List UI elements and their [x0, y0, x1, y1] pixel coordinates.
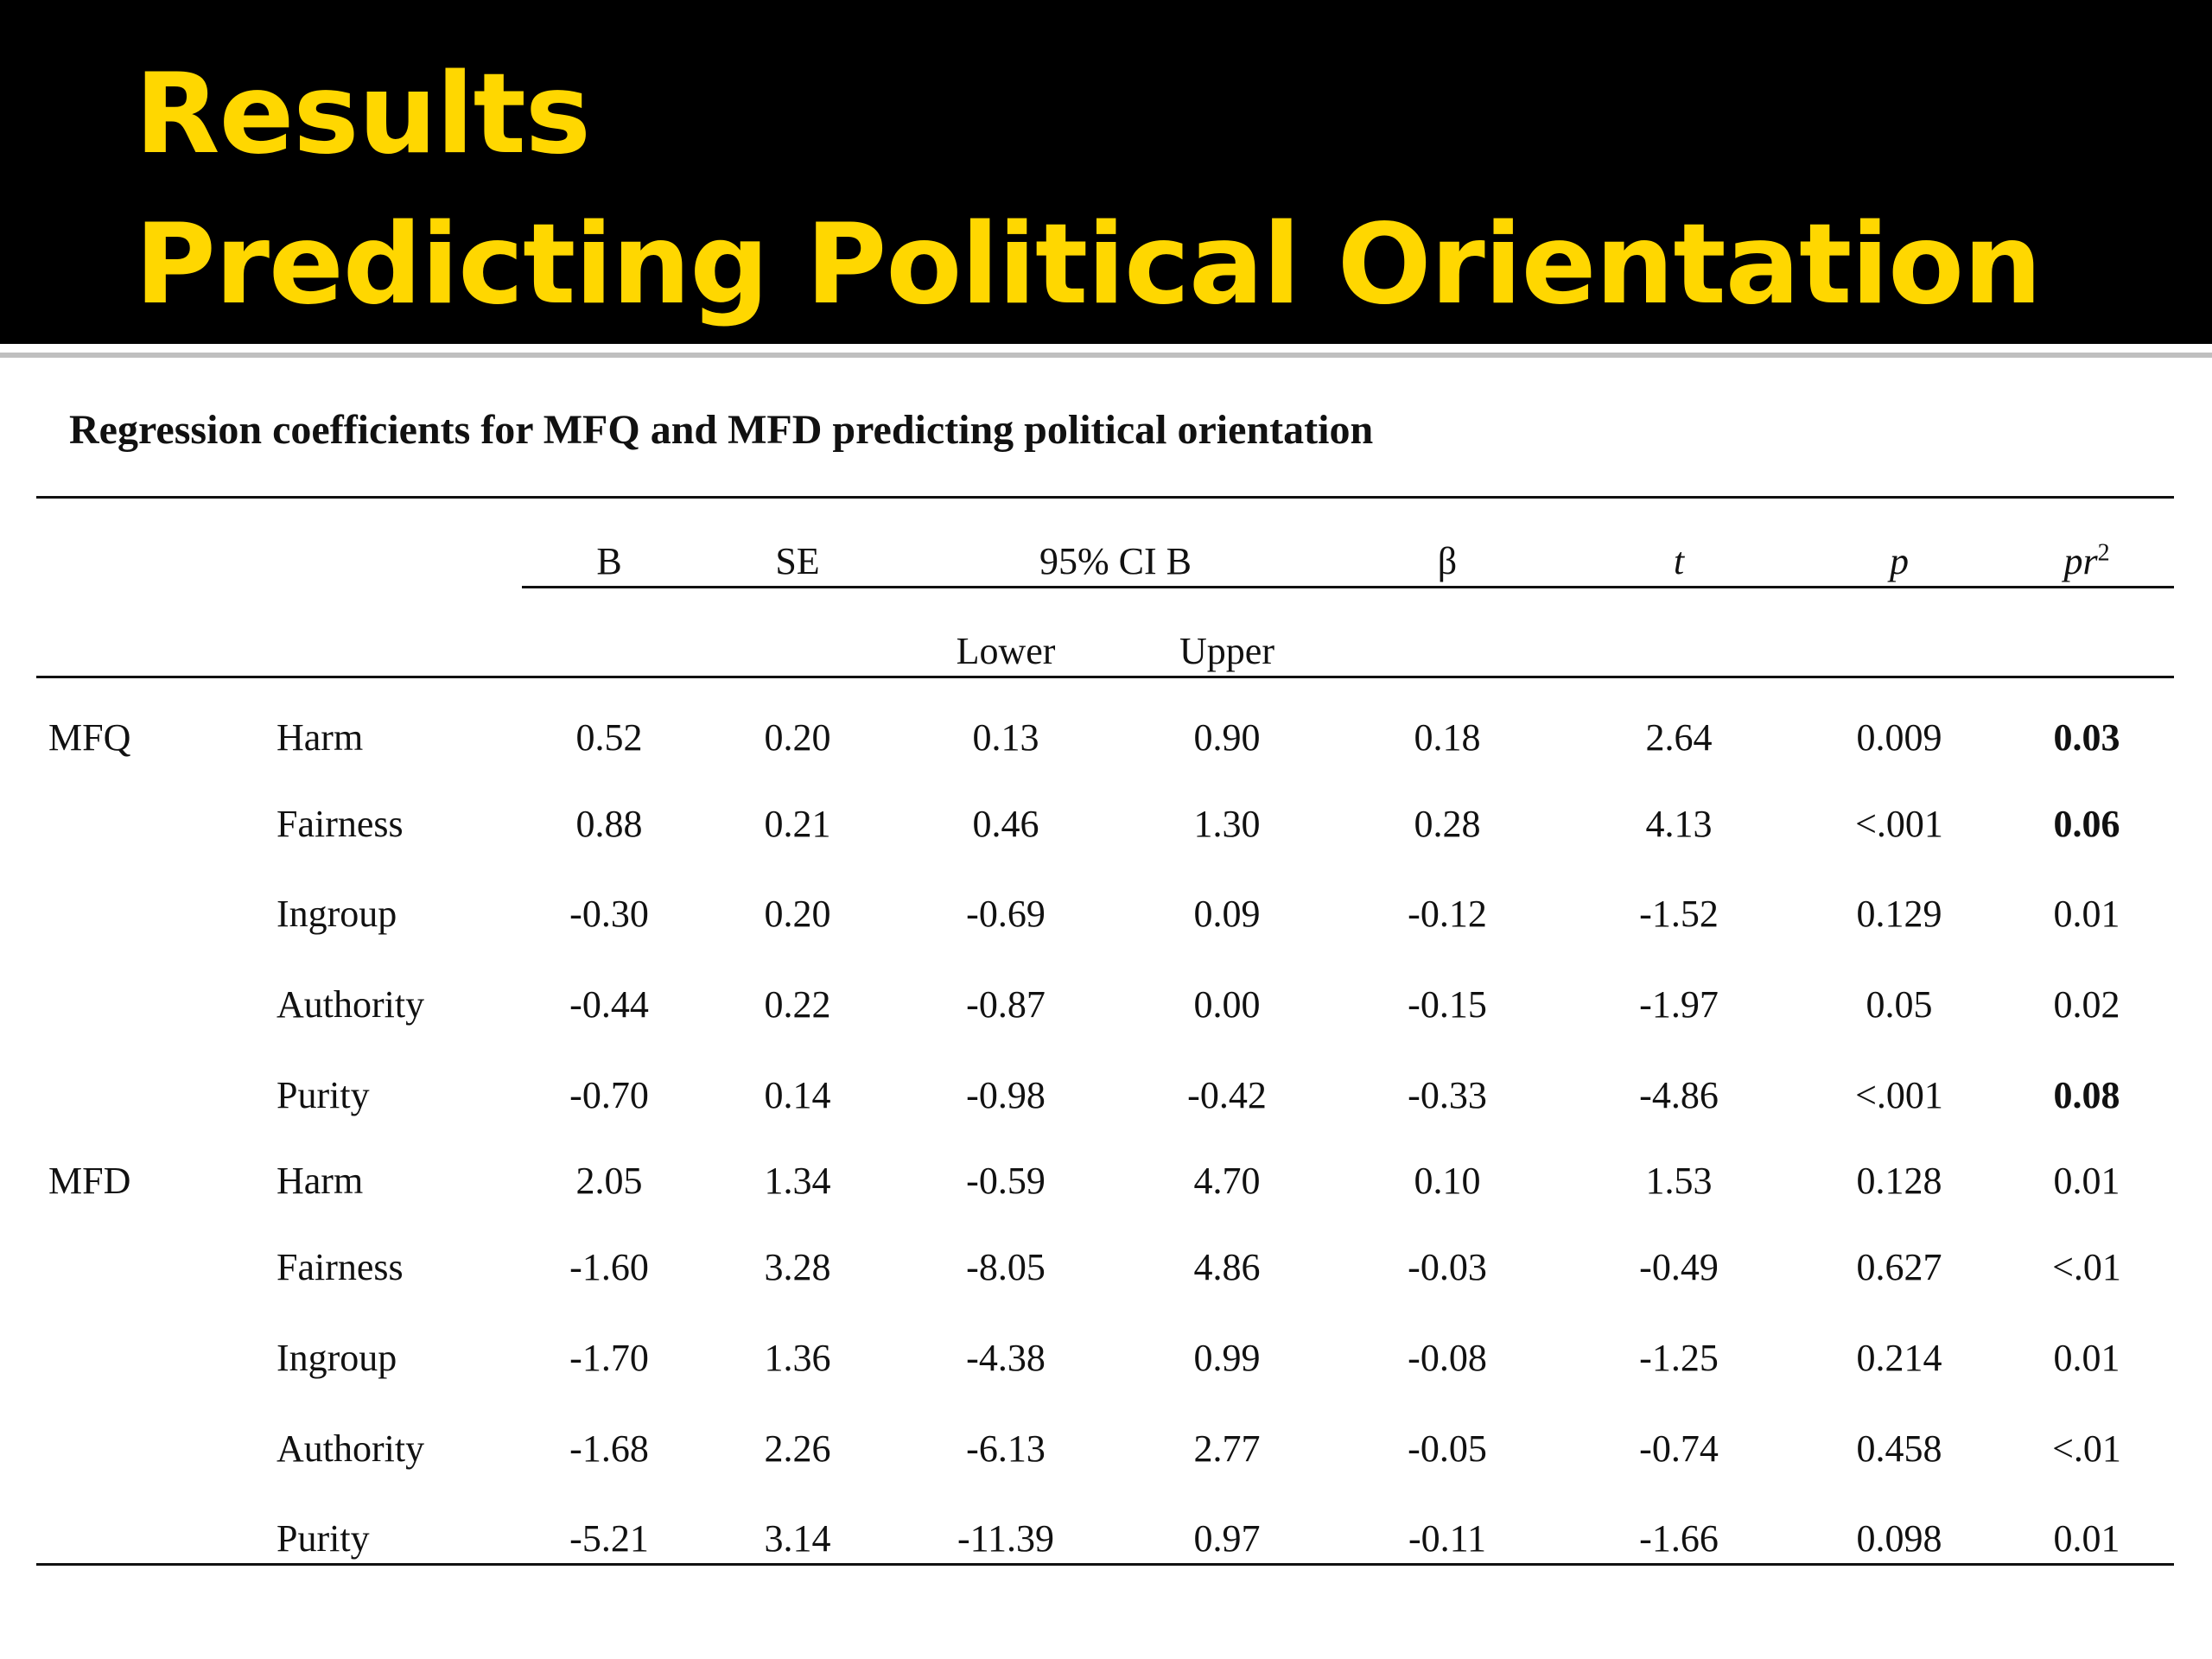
- subheader-rule: [36, 676, 2174, 678]
- cell-se: 0.21: [764, 803, 831, 845]
- cell-lower: -0.59: [966, 1160, 1046, 1202]
- cell-upper: 0.09: [1193, 893, 1261, 935]
- cell-pr2: <.01: [2052, 1246, 2121, 1288]
- cell-b: -1.68: [569, 1427, 649, 1470]
- cell-b: 0.88: [575, 803, 643, 845]
- cell-lower: -6.13: [966, 1427, 1046, 1470]
- cell-b: -1.70: [569, 1337, 649, 1379]
- column-header-rule: [522, 586, 2174, 588]
- cell-upper: 4.70: [1193, 1160, 1261, 1202]
- cell-pr2: 0.02: [2053, 983, 2120, 1026]
- cell-beta: -0.08: [1408, 1337, 1487, 1379]
- row-label: Ingroup: [276, 893, 397, 935]
- row-label: Authority: [276, 983, 425, 1026]
- header-beta: β: [1437, 540, 1458, 582]
- cell-pr2: 0.01: [2053, 893, 2120, 935]
- cell-upper: 4.86: [1193, 1246, 1261, 1288]
- cell-beta: -0.15: [1408, 983, 1487, 1026]
- cell-p: 0.458: [1856, 1427, 1942, 1470]
- cell-lower: 0.13: [972, 716, 1039, 759]
- cell-b: -5.21: [569, 1517, 649, 1560]
- cell-p: 0.627: [1856, 1246, 1942, 1288]
- cell-se: 0.20: [764, 716, 831, 759]
- cell-beta: -0.03: [1408, 1246, 1487, 1288]
- row-label: Ingroup: [276, 1337, 397, 1379]
- slide-subtitle: Predicting Political Orientation: [135, 200, 2042, 329]
- cell-b: -0.30: [569, 893, 649, 935]
- cell-t: 4.13: [1645, 803, 1713, 845]
- cell-se: 0.20: [764, 893, 831, 935]
- cell-upper: 1.30: [1193, 803, 1261, 845]
- cell-pr2: <.01: [2052, 1427, 2121, 1470]
- row-label: Fairness: [276, 1246, 404, 1288]
- cell-se: 1.36: [764, 1337, 831, 1379]
- cell-lower: 0.46: [972, 803, 1039, 845]
- cell-beta: -0.05: [1408, 1427, 1487, 1470]
- row-label: Purity: [276, 1074, 370, 1116]
- cell-se: 3.14: [764, 1517, 831, 1560]
- header-pr-superscript: 2: [2097, 539, 2110, 567]
- cell-b: 2.05: [575, 1160, 643, 1202]
- cell-p: 0.214: [1856, 1337, 1942, 1379]
- cell-t: -1.97: [1639, 983, 1719, 1026]
- cell-pr2: 0.08: [2053, 1074, 2120, 1116]
- cell-pr2: 0.03: [2053, 716, 2120, 759]
- cell-upper: 2.77: [1193, 1427, 1261, 1470]
- cell-se: 0.14: [764, 1074, 831, 1116]
- cell-t: 2.64: [1645, 716, 1713, 759]
- slide-title: Results: [135, 50, 590, 179]
- header-b: B: [596, 540, 622, 582]
- header-pr-text: pr: [2063, 540, 2098, 582]
- cell-b: -0.70: [569, 1074, 649, 1116]
- subheader-lower: Lower: [956, 630, 1056, 672]
- cell-t: 1.53: [1645, 1160, 1713, 1202]
- cell-pr2: 0.01: [2053, 1517, 2120, 1560]
- row-group-label: MFQ: [48, 716, 131, 759]
- cell-upper: 0.90: [1193, 716, 1261, 759]
- cell-upper: 0.00: [1193, 983, 1261, 1026]
- cell-p: 0.129: [1856, 893, 1942, 935]
- cell-se: 1.34: [764, 1160, 831, 1202]
- cell-t: -1.52: [1639, 893, 1719, 935]
- cell-t: -0.74: [1639, 1427, 1719, 1470]
- subheader-upper: Upper: [1179, 630, 1274, 672]
- cell-pr2: 0.06: [2053, 803, 2120, 845]
- row-label: Harm: [276, 1160, 364, 1202]
- cell-beta: -0.12: [1408, 893, 1487, 935]
- cell-t: -1.66: [1639, 1517, 1719, 1560]
- cell-p: 0.05: [1866, 983, 1933, 1026]
- cell-lower: -0.87: [966, 983, 1046, 1026]
- cell-lower: -8.05: [966, 1246, 1046, 1288]
- table-caption: Regression coefficients for MFQ and MFD predicting political orientation: [69, 407, 1374, 453]
- cell-lower: -11.39: [957, 1517, 1055, 1560]
- cell-lower: -0.69: [966, 893, 1046, 935]
- header-divider: [0, 353, 2212, 358]
- cell-lower: -4.38: [966, 1337, 1046, 1379]
- cell-upper: 0.99: [1193, 1337, 1261, 1379]
- header-se: SE: [775, 540, 820, 582]
- cell-upper: -0.42: [1187, 1074, 1267, 1116]
- cell-beta: 0.28: [1414, 803, 1481, 845]
- row-label: Fairness: [276, 803, 404, 845]
- table-bottom-rule: [36, 1563, 2174, 1566]
- cell-pr2: 0.01: [2053, 1337, 2120, 1379]
- cell-b: -0.44: [569, 983, 649, 1026]
- header-t: t: [1673, 540, 1685, 582]
- cell-t: -0.49: [1639, 1246, 1719, 1288]
- cell-lower: -0.98: [966, 1074, 1046, 1116]
- cell-se: 2.26: [764, 1427, 831, 1470]
- cell-beta: -0.11: [1408, 1517, 1487, 1560]
- cell-upper: 0.97: [1193, 1517, 1261, 1560]
- cell-se: 3.28: [764, 1246, 831, 1288]
- cell-pr2: 0.01: [2053, 1160, 2120, 1202]
- row-label: Harm: [276, 716, 364, 759]
- cell-p: <.001: [1855, 1074, 1943, 1116]
- cell-se: 0.22: [764, 983, 831, 1026]
- cell-b: -1.60: [569, 1246, 649, 1288]
- header-pr2: [2063, 537, 2109, 586]
- cell-beta: -0.33: [1408, 1074, 1487, 1116]
- cell-p: <.001: [1855, 803, 1943, 845]
- cell-beta: 0.10: [1414, 1160, 1481, 1202]
- cell-p: 0.128: [1856, 1160, 1942, 1202]
- cell-t: -1.25: [1639, 1337, 1719, 1379]
- header-p: p: [1890, 540, 1909, 582]
- row-label: Purity: [276, 1517, 370, 1560]
- row-group-label: MFD: [48, 1160, 131, 1202]
- row-label: Authority: [276, 1427, 425, 1470]
- cell-p: 0.098: [1856, 1517, 1942, 1560]
- table-top-rule: [36, 496, 2174, 499]
- header-ci: 95% CI B: [1039, 540, 1192, 582]
- cell-beta: 0.18: [1414, 716, 1481, 759]
- cell-b: 0.52: [575, 716, 643, 759]
- cell-p: 0.009: [1856, 716, 1942, 759]
- cell-t: -4.86: [1639, 1074, 1719, 1116]
